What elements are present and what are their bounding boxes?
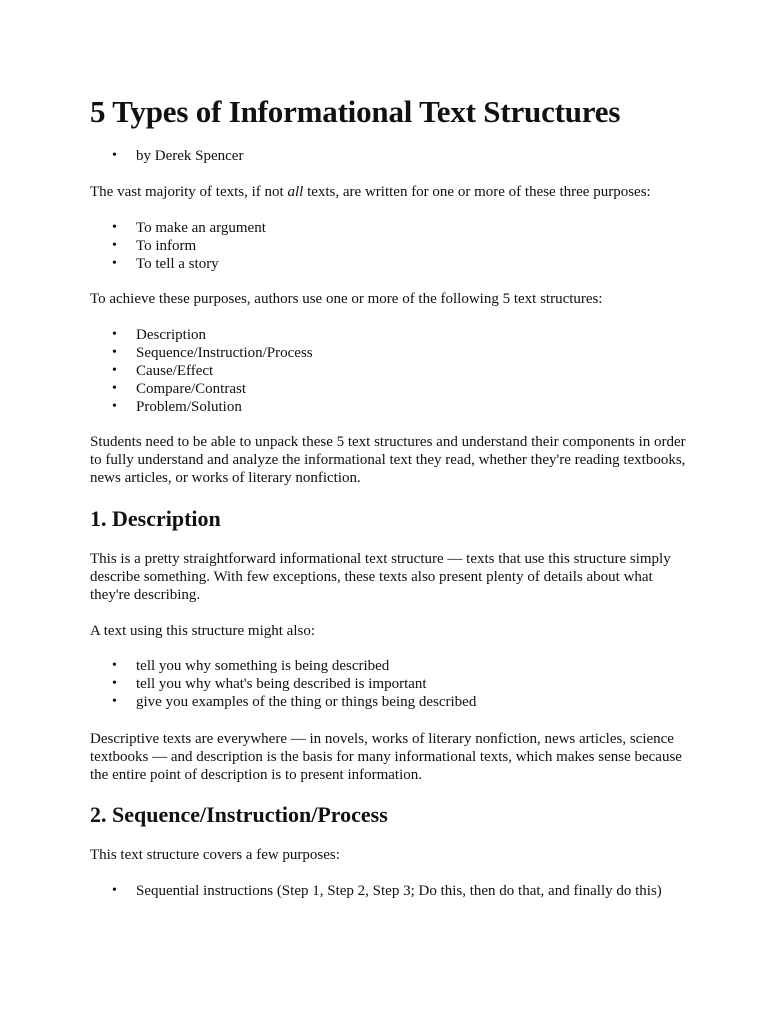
list-item: • To tell a story [90, 255, 266, 273]
list-item: • Compare/Contrast [90, 380, 313, 398]
page-title: 5 Types of Informational Text Structures [90, 94, 621, 129]
sequence-paragraph-1: This text structure covers a few purposes: [90, 847, 340, 863]
list-item: • give you examples of the thing or things being described [90, 693, 476, 711]
description-paragraph-1: This is a pretty straightforward informational text structure — texts that use this structure simply describe something. With few exceptions, these texts also present plenty of details about what they're describing. [90, 551, 671, 603]
list-item: • Description [90, 326, 313, 344]
list-item: • Sequential instructions (Step 1, Step 2, Step 3; Do this, then do that, and finally do this) [90, 882, 662, 900]
list-item: • Problem/Solution [90, 398, 313, 416]
list-item: • tell you why what's being described is important [90, 675, 476, 693]
intro-text-end: texts, are written for one or more of these three purposes: [303, 184, 651, 200]
students-paragraph: Students need to be able to unpack these 5 text structures and understand their components in order to fully understand and analyze the informational text they read, whether they're reading textbooks, news articles, or works of literary nonfiction. [90, 434, 686, 486]
intro-emphasis: all [287, 184, 304, 200]
list-item: • To inform [90, 237, 266, 255]
byline-list [90, 147, 243, 165]
intro-paragraph [90, 183, 690, 201]
list-item: • tell you why something is being described [90, 657, 476, 675]
section-heading-sequence: 2. Sequence/Instruction/Process [90, 802, 388, 827]
purposes-list [90, 219, 266, 273]
description-paragraph-2: A text using this structure might also: [90, 623, 315, 639]
sequence-list [90, 882, 662, 900]
list-item: • To make an argument [90, 219, 266, 237]
description-list [90, 657, 476, 711]
byline: • by Derek Spencer [90, 147, 243, 165]
intro-text-start: The vast majority of texts, if not [90, 184, 288, 200]
achieve-paragraph: To achieve these purposes, authors use one or more of the following 5 text structures: [90, 291, 603, 307]
list-item: • Sequence/Instruction/Process [90, 344, 313, 362]
section-heading-description: 1. Description [90, 506, 221, 531]
description-paragraph-3: Descriptive texts are everywhere — in novels, works of literary nonfiction, news articles, science textbooks — and description is the basis for many informational texts, which makes sense because the entire point of description is to present information. [90, 731, 682, 783]
structures-list [90, 326, 313, 416]
list-item: • Cause/Effect [90, 362, 313, 380]
